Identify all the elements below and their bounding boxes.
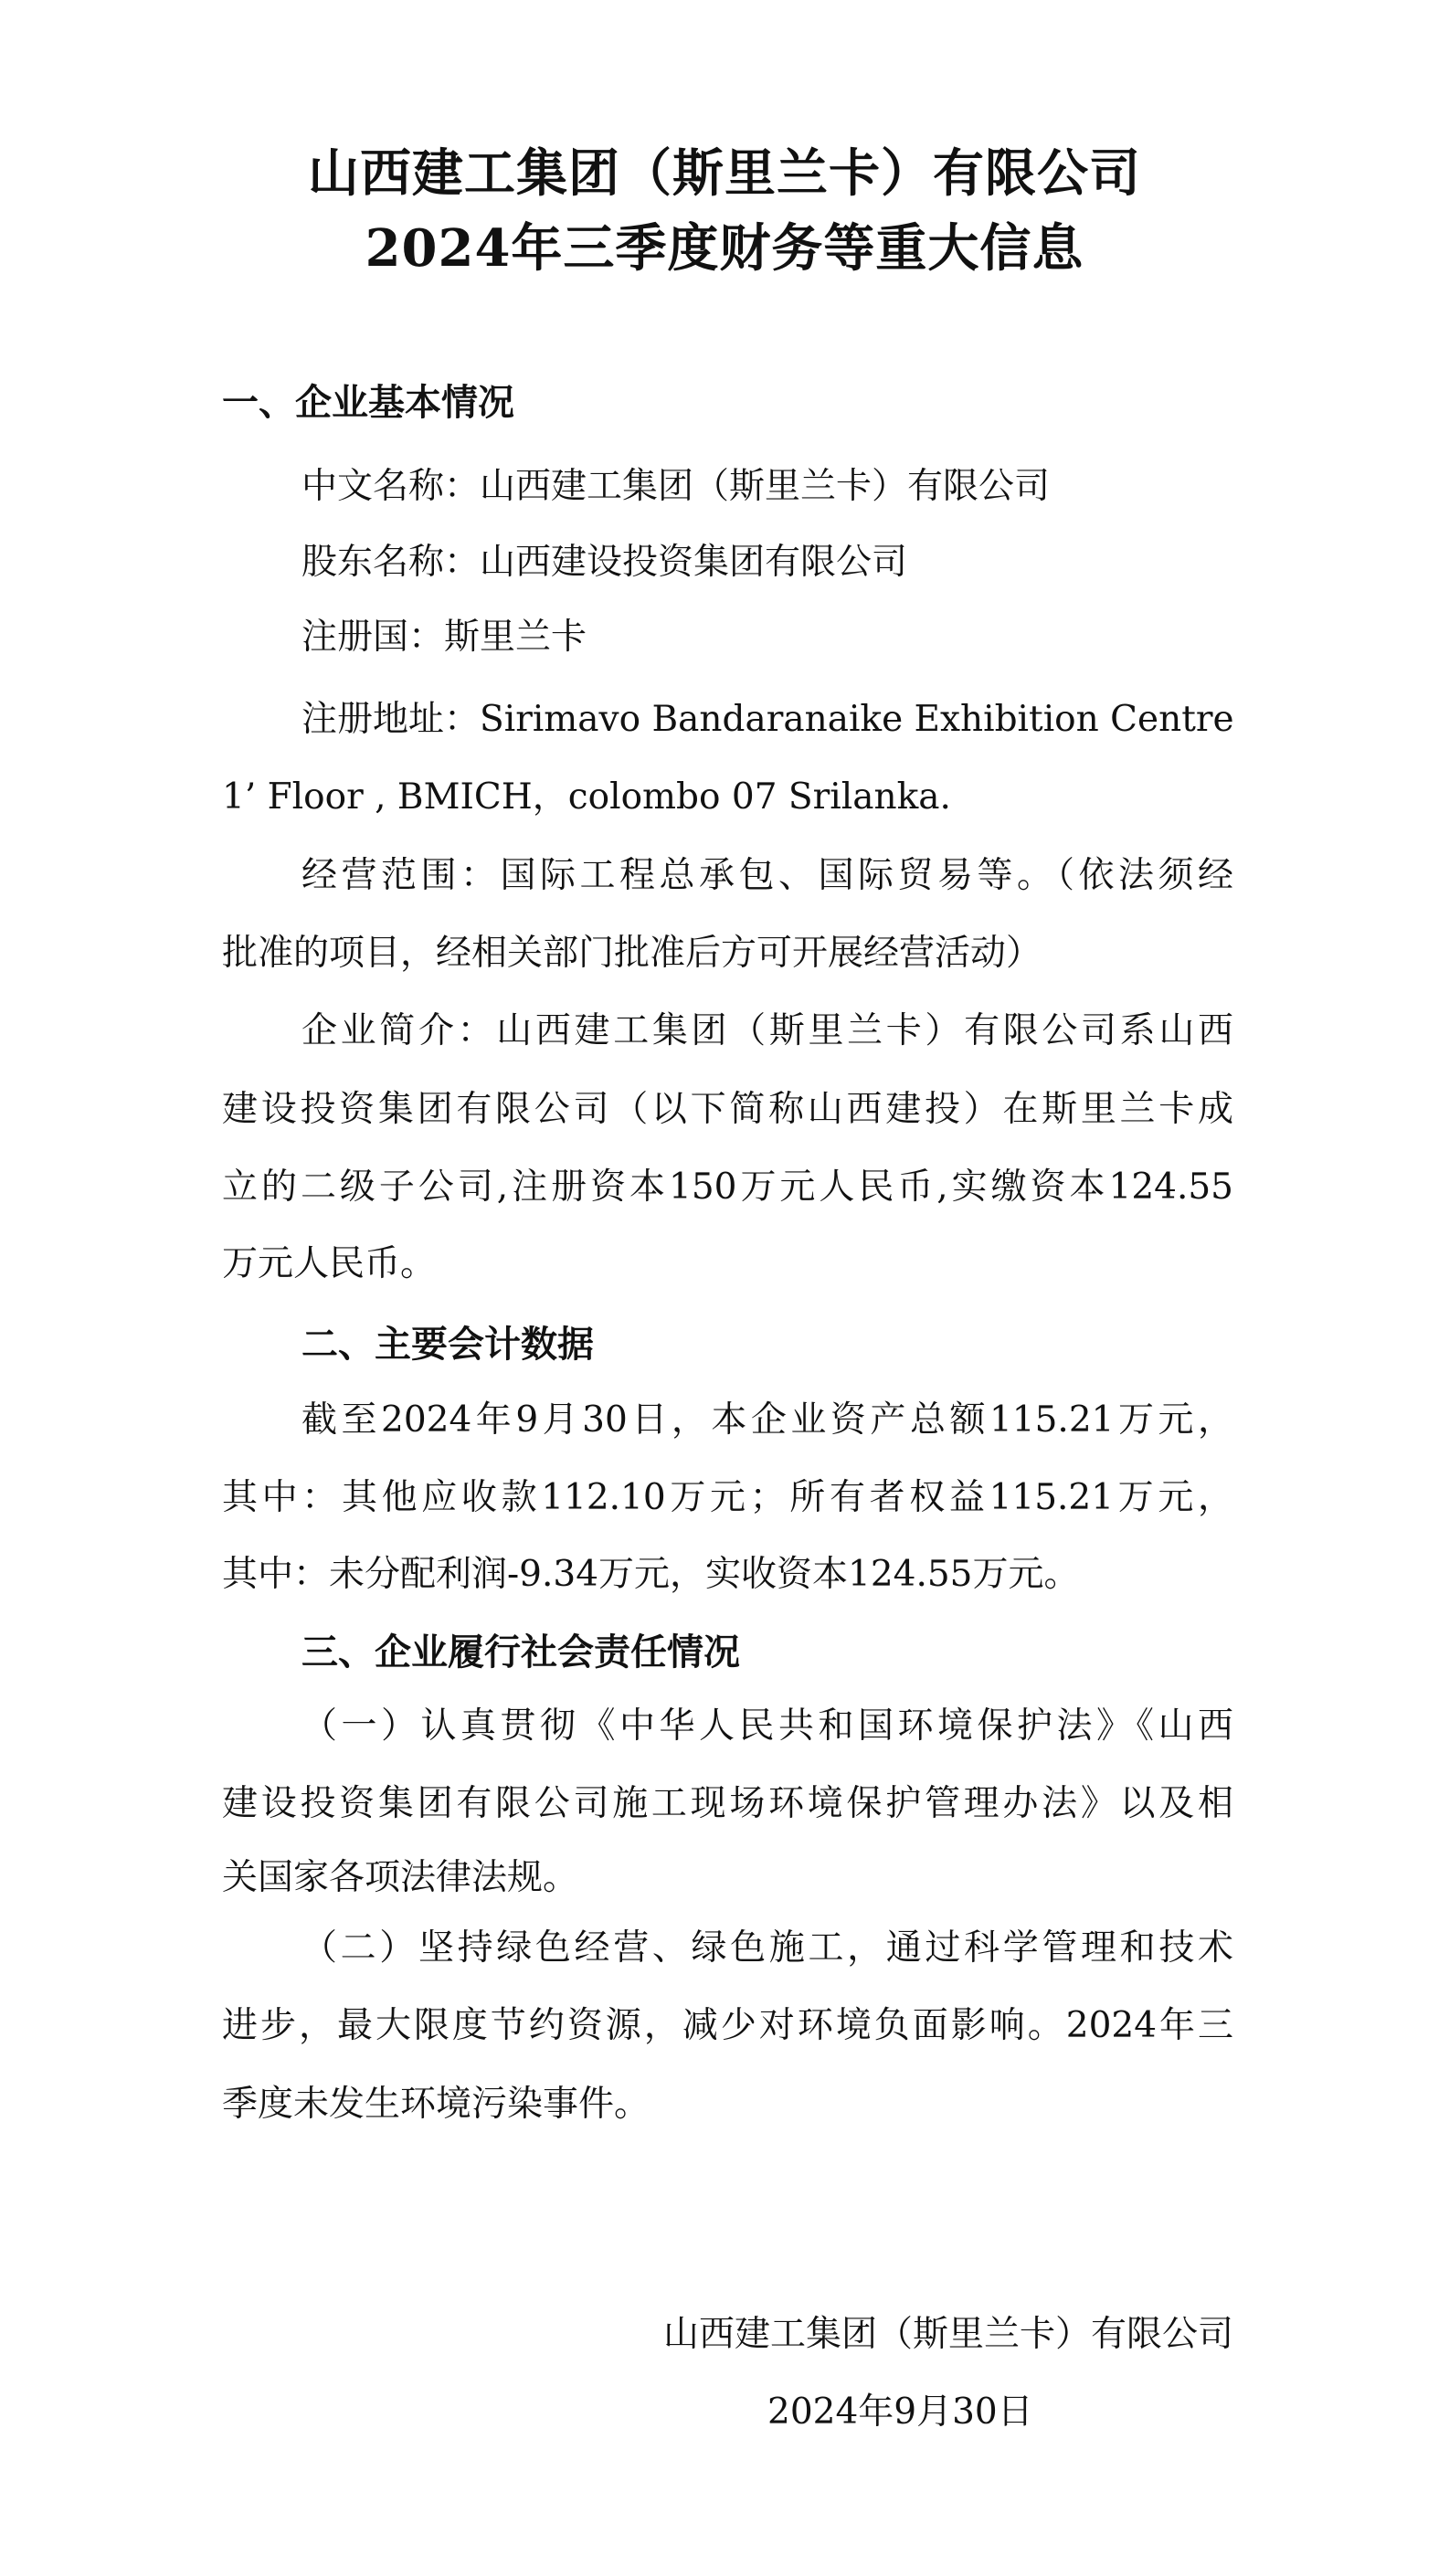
section-3-heading: 三、企业履行社会责任情况: [301, 1631, 740, 1673]
responsibility-p2-line-3: 季度未发生环境污染事件。: [222, 2084, 650, 2125]
title-line-2: 2024年三季度财务等重大信息: [365, 218, 1084, 279]
accounting-line-3: 其中：未分配利润-9.34万元，实收资本124.55万元。: [222, 1554, 1080, 1595]
signature-date: 2024年9月30日: [767, 2391, 1033, 2433]
intro-line-4: 万元人民币。: [222, 1243, 437, 1284]
shareholder-name: 股东名称：山西建设投资集团有限公司: [301, 542, 908, 583]
responsibility-p2-line-2: 进步，最大限度节约资源，减少对环境负面影响。2024年三: [222, 2005, 1233, 2046]
intro-line-1: 企业简介：山西建工集团（斯里兰卡）有限公司系山西: [301, 1010, 1233, 1051]
address-line-2: 1’ Floor , BMICH，colombo 07 Srilanka.: [222, 776, 951, 818]
accounting-line-1: 截至2024年9月30日，本企业资产总额115.21万元，: [301, 1399, 1233, 1441]
responsibility-p1-line-1: （一）认真贯彻《中华人民共和国环境保护法》《山西: [301, 1705, 1233, 1747]
address-line-1: 注册地址：Sirimavo Bandaranaike Exhibition Centre: [301, 699, 1234, 740]
intro-line-3: 立的二级子公司,注册资本150万元人民币,实缴资本124.55: [222, 1167, 1233, 1208]
section-1-heading: 一、企业基本情况: [222, 382, 514, 424]
intro-line-2: 建设投资集团有限公司（以下简称山西建投）在斯里兰卡成: [222, 1089, 1233, 1130]
section-2-heading: 二、主要会计数据: [301, 1324, 594, 1366]
chinese-name: 中文名称：山西建工集团（斯里兰卡）有限公司: [301, 466, 1051, 507]
registration-country: 注册国：斯里兰卡: [301, 617, 587, 658]
scope-line-2: 批准的项目，经相关部门批准后方可开展经营活动）: [222, 933, 1042, 974]
accounting-line-2: 其中：其他应收款112.10万元；所有者权益115.21万元，: [222, 1477, 1233, 1518]
responsibility-p1-line-2: 建设投资集团有限公司施工现场环境保护管理办法》以及相: [222, 1783, 1233, 1824]
title-line-1: 山西建工集团（斯里兰卡）有限公司: [308, 143, 1141, 204]
signature-company: 山西建工集团（斯里兰卡）有限公司: [662, 2314, 1233, 2355]
scope-line-1: 经营范围：国际工程总承包、国际贸易等。（依法须经: [301, 855, 1233, 896]
responsibility-p1-line-3: 关国家各项法律法规。: [222, 1857, 579, 1898]
responsibility-p2-line-1: （二）坚持绿色经营、绿色施工，通过科学管理和技术: [301, 1927, 1233, 1969]
